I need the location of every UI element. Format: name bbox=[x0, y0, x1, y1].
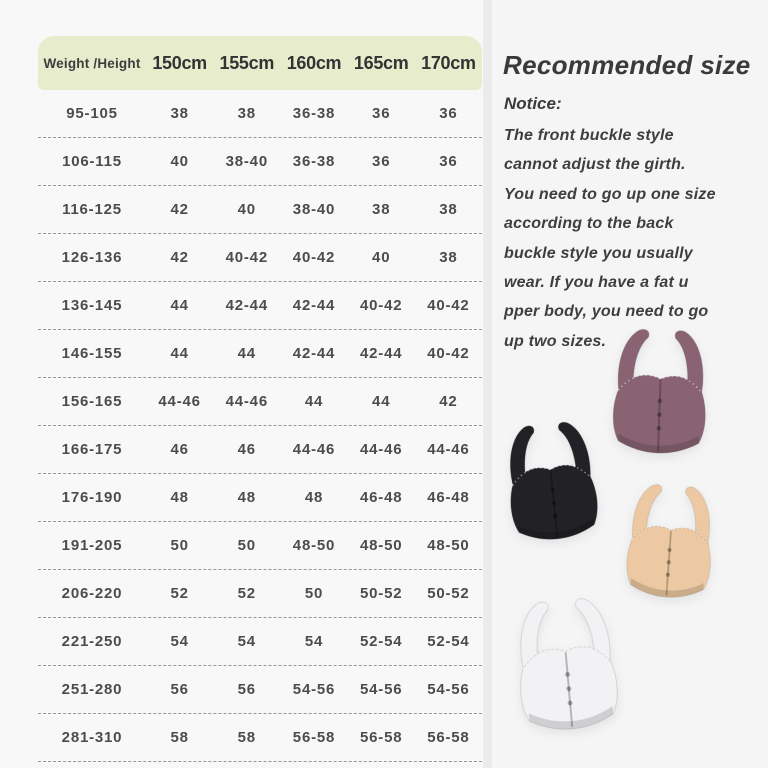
size-cell: 50 bbox=[237, 537, 256, 554]
notice-line: according to the back bbox=[504, 215, 674, 233]
weight-cell: 106-115 bbox=[62, 153, 122, 170]
size-cell: 42 bbox=[170, 201, 189, 218]
size-cell: 50-52 bbox=[427, 585, 470, 602]
size-cell: 44-46 bbox=[292, 441, 336, 458]
table-header-row bbox=[38, 36, 482, 90]
size-cell: 54 bbox=[170, 633, 189, 650]
size-cell: 38 bbox=[439, 249, 458, 266]
size-cell: 54 bbox=[237, 633, 256, 650]
table-row bbox=[38, 138, 482, 186]
size-cell: 40-42 bbox=[427, 345, 470, 362]
white-bra-graphic bbox=[494, 590, 640, 745]
product-photo-black-bra bbox=[486, 414, 619, 554]
weight-cell: 281-310 bbox=[61, 729, 123, 746]
table-row bbox=[38, 666, 482, 714]
size-cell: 54-56 bbox=[292, 681, 336, 698]
notice-line: buckle style you usually bbox=[504, 244, 693, 262]
weight-cell: 251-280 bbox=[61, 681, 123, 698]
table-row bbox=[38, 378, 482, 426]
size-cell: 38-40 bbox=[225, 153, 268, 170]
size-cell: 44 bbox=[372, 393, 391, 410]
size-cell: 56-58 bbox=[360, 729, 403, 746]
column-header-2: 155cm bbox=[219, 52, 275, 73]
size-cell: 48-50 bbox=[292, 537, 336, 554]
size-cell: 40-42 bbox=[360, 297, 403, 314]
weight-cell: 156-165 bbox=[61, 393, 123, 410]
size-cell: 42-44 bbox=[292, 297, 336, 314]
size-chart-table-body bbox=[38, 90, 482, 762]
size-cell: 36-38 bbox=[292, 105, 336, 122]
size-cell: 46-48 bbox=[427, 489, 470, 506]
size-cell: 52-54 bbox=[360, 633, 403, 650]
size-cell: 48 bbox=[304, 489, 324, 506]
weight-cell: 116-125 bbox=[62, 201, 122, 218]
size-cell: 38 bbox=[372, 201, 391, 218]
notice-text bbox=[504, 121, 716, 356]
size-cell: 52 bbox=[170, 585, 189, 602]
size-cell: 50-52 bbox=[360, 585, 403, 602]
weight-cell: 191-205 bbox=[61, 537, 123, 554]
product-photo-mauve-bra bbox=[594, 324, 727, 466]
size-cell: 40-42 bbox=[292, 249, 336, 266]
size-cell: 40 bbox=[237, 201, 256, 218]
size-cell: 36-38 bbox=[292, 153, 336, 170]
table-row bbox=[38, 90, 482, 138]
size-cell: 36 bbox=[439, 105, 458, 122]
size-cell: 42-44 bbox=[225, 297, 268, 314]
size-cell: 42-44 bbox=[360, 345, 403, 362]
size-cell: 48-50 bbox=[360, 537, 403, 554]
size-cell: 56-58 bbox=[292, 729, 336, 746]
column-header-5: 170cm bbox=[421, 52, 476, 73]
panel-divider bbox=[483, 0, 492, 768]
size-cell: 44-46 bbox=[225, 393, 268, 410]
size-cell: 44-46 bbox=[158, 393, 201, 410]
size-cell: 52-54 bbox=[427, 633, 470, 650]
notice-label: Notice: bbox=[504, 94, 562, 113]
size-cell: 44 bbox=[170, 297, 189, 314]
notice-line: pper body, you need to go bbox=[504, 303, 709, 321]
size-cell: 38 bbox=[439, 201, 458, 218]
size-cell: 42-44 bbox=[292, 345, 336, 362]
weight-cell: 136-145 bbox=[61, 297, 123, 314]
size-cell: 40 bbox=[372, 249, 391, 266]
weight-cell: 221-250 bbox=[61, 633, 123, 650]
weight-cell: 95-105 bbox=[66, 105, 118, 122]
size-cell: 50 bbox=[170, 537, 189, 554]
size-cell: 46 bbox=[237, 441, 256, 458]
size-cell: 38 bbox=[237, 105, 256, 122]
size-cell: 56-58 bbox=[427, 729, 470, 746]
size-cell: 38 bbox=[170, 105, 189, 122]
size-cell: 42 bbox=[170, 249, 189, 266]
size-cell: 58 bbox=[170, 729, 189, 746]
notice-line: wear. If you have a fat u bbox=[504, 274, 689, 292]
size-cell: 36 bbox=[372, 105, 391, 122]
size-cell: 40 bbox=[170, 153, 189, 170]
size-cell: 44-46 bbox=[360, 441, 403, 458]
weight-cell: 206-220 bbox=[61, 585, 123, 602]
column-header-weight-height: Weight /Height bbox=[43, 55, 141, 71]
recommended-size-title: Recommended size bbox=[503, 50, 751, 80]
size-cell: 44 bbox=[170, 345, 189, 362]
notice-line: The front buckle style bbox=[504, 127, 674, 144]
size-cell: 44 bbox=[237, 345, 256, 362]
size-cell: 56 bbox=[237, 681, 256, 698]
table-row bbox=[38, 474, 482, 522]
size-cell: 58 bbox=[237, 729, 256, 746]
size-cell: 44-46 bbox=[427, 441, 470, 458]
size-cell: 40-42 bbox=[225, 249, 268, 266]
size-cell: 40-42 bbox=[427, 297, 470, 314]
weight-cell: 126-136 bbox=[61, 249, 123, 266]
table-row bbox=[38, 618, 482, 666]
mauve-bra-graphic bbox=[594, 324, 727, 466]
table-row bbox=[38, 186, 482, 234]
size-cell: 38-40 bbox=[292, 201, 336, 218]
size-cell: 36 bbox=[439, 153, 458, 170]
notice-line: You need to go up one size bbox=[504, 185, 716, 203]
column-header-4: 165cm bbox=[353, 52, 409, 73]
size-cell: 50 bbox=[304, 585, 324, 602]
size-cell: 46 bbox=[170, 441, 189, 458]
table-row bbox=[38, 570, 482, 618]
column-header-3: 160cm bbox=[286, 52, 342, 73]
table-row bbox=[38, 234, 482, 282]
table-row bbox=[38, 330, 482, 378]
notice-line: up two sizes. bbox=[504, 332, 607, 350]
size-cell: 56 bbox=[170, 681, 189, 698]
table-row bbox=[38, 522, 482, 570]
size-cell: 46-48 bbox=[360, 489, 403, 506]
size-cell: 54-56 bbox=[427, 681, 470, 698]
size-cell: 36 bbox=[372, 153, 391, 170]
notice-line: cannot adjust the girth. bbox=[504, 156, 686, 174]
size-cell: 54-56 bbox=[360, 681, 403, 698]
table-row bbox=[38, 282, 482, 330]
weight-cell: 176-190 bbox=[61, 489, 123, 506]
size-cell: 54 bbox=[304, 633, 324, 650]
product-photo-white-bra bbox=[494, 590, 640, 745]
table-row bbox=[38, 714, 482, 762]
size-cell: 42 bbox=[439, 393, 458, 410]
size-cell: 48 bbox=[170, 489, 189, 506]
size-cell: 52 bbox=[237, 585, 256, 602]
table-row bbox=[38, 426, 482, 474]
weight-cell: 166-175 bbox=[61, 441, 123, 458]
column-header-1: 150cm bbox=[152, 52, 207, 73]
size-cell: 48 bbox=[237, 489, 256, 506]
size-cell: 48-50 bbox=[427, 537, 470, 554]
weight-cell: 146-155 bbox=[61, 345, 123, 362]
size-cell: 44 bbox=[304, 393, 324, 410]
black-bra-graphic bbox=[486, 414, 619, 554]
